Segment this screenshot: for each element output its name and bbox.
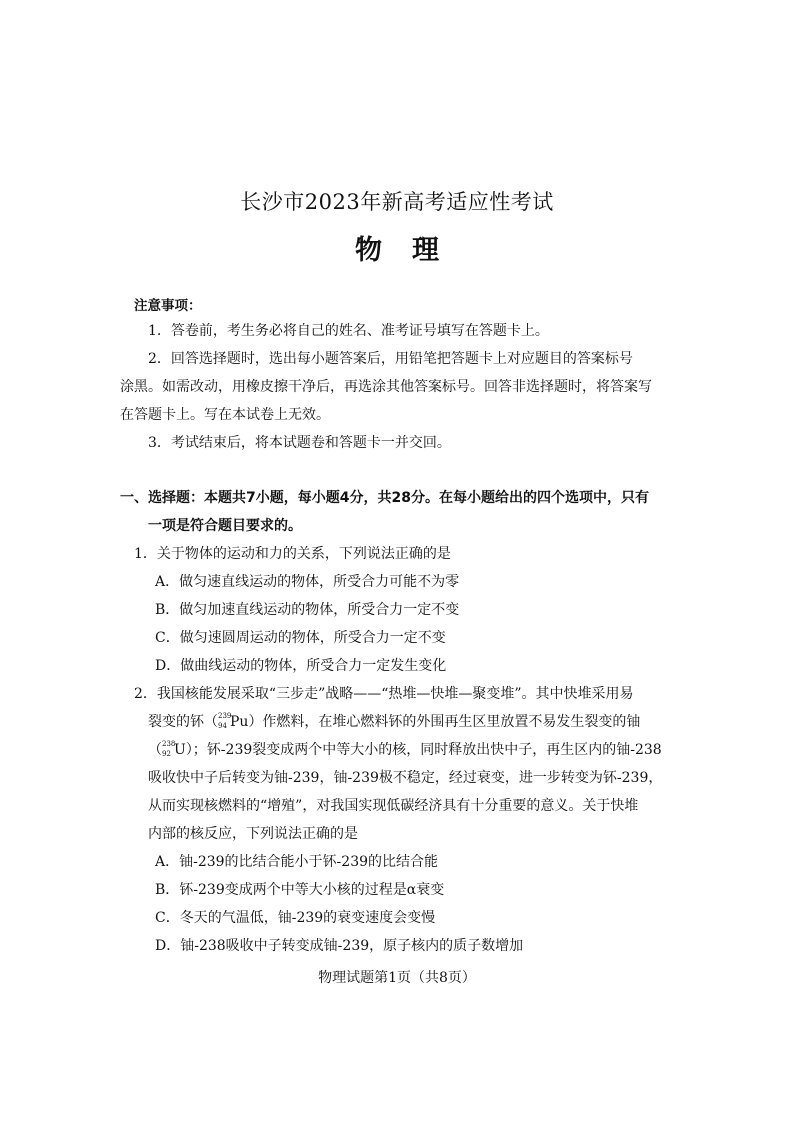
- question-2-option-b: B．钚-239变成两个中等大小核的过程是α衰变: [155, 882, 445, 898]
- question-2-line-1: 2．我国核能发展采取“三步走”战略——“热堆—快堆—聚变堆”。其中快堆采用易: [134, 686, 634, 702]
- q2-text: （: [148, 742, 162, 758]
- question-1-stem: 1．关于物体的运动和力的关系，下列说法正确的是: [134, 546, 451, 562]
- notice-item-1: 1．答卷前，考生务必将自己的姓名、准考证号填写在答题卡上。: [148, 323, 549, 339]
- notice-item-3: 3．考试结束后，将本试题卷和答题卡一并交回。: [148, 435, 451, 451]
- q2-text: 裂变的钚（: [148, 714, 218, 730]
- plutonium-isotope-numbers: [218, 712, 232, 730]
- uranium-isotope-numbers: [162, 740, 176, 758]
- section-heading: 一、选择题：本题共7小题，每小题4分，共28分。在每小题给出的四个选项中，只有: [120, 490, 649, 506]
- question-1-option-a: A．做匀速直线运动的物体，所受合力可能不为零: [155, 574, 460, 590]
- question-2-option-d: D．铀-238吸收中子转变成铀-239，原子核内的质子数增加: [155, 938, 524, 954]
- question-2-line-5: 从而实现核燃料的“增殖”，对我国实现低碳经济具有十分重要的意义。关于快堆: [148, 798, 639, 814]
- question-1-option-c: C．做匀速圆周运动的物体，所受合力一定不变: [155, 630, 446, 646]
- q2-text: ）作燃料，在堆心燃料钚的外围再生区里放置不易发生裂变的铀: [248, 714, 641, 730]
- question-2-option-c: C．冬天的气温低，铀-239的衰变速度会变慢: [155, 910, 436, 926]
- exam-title: 长沙市2023年新高考适应性考试: [240, 190, 554, 214]
- q2-text: ）；钚-239裂变成两个中等大小的核，同时释放出快中子，再生区内的铀-238: [185, 742, 662, 758]
- notice-item-2: 2．回答选择题时，选出每小题答案后，用铅笔把答题卡上对应题目的答案标号: [148, 351, 633, 367]
- pu-mass-number: 239: [218, 712, 232, 720]
- u-mass-number: 238: [162, 740, 176, 748]
- u-symbol: U: [174, 742, 186, 758]
- subject-title: 物理: [355, 235, 469, 266]
- page-footer: 物理试题第1页（共8页）: [318, 970, 476, 986]
- section-heading-cont: 一项是符合题目要求的。: [148, 518, 302, 534]
- notice-item-2-cont: 涂黑。如需改动，用橡皮擦干净后，再选涂其他答案标号。回答非选择题时，将答案写: [120, 379, 652, 395]
- question-2-line-4: 吸收快中子后转变为铀-239，铀-239极不稳定，经过衰变，进一步转变为钚-239，: [148, 770, 663, 786]
- notice-item-2-end: 在答题卡上。写在本试卷上无效。: [120, 407, 330, 423]
- pu-atomic-number: 94: [218, 722, 227, 730]
- pu-symbol: Pu: [230, 714, 249, 730]
- question-1-option-d: D．做曲线运动的物体，所受合力一定发生变化: [155, 658, 447, 674]
- question-2-option-a: A．铀-239的比结合能小于钚-239的比结合能: [155, 854, 439, 870]
- question-1-option-b: B．做匀加速直线运动的物体，所受合力一定不变: [155, 602, 460, 618]
- question-2-line-6: 内部的核反应，下列说法正确的是: [148, 826, 358, 842]
- notice-heading: 注意事项：: [134, 298, 202, 314]
- u-atomic-number: 92: [162, 750, 171, 758]
- question-2-line-3: [148, 736, 662, 764]
- question-2-line-2: [148, 708, 640, 736]
